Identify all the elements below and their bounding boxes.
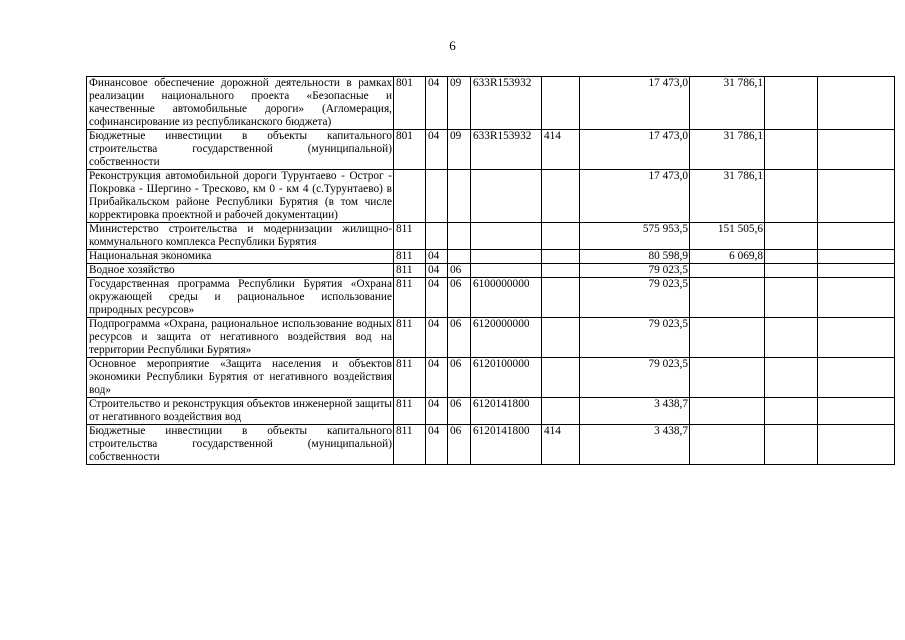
table-row [87,278,895,318]
expense-type-cell: 414 [542,425,580,465]
expense-type-cell: 414 [542,130,580,170]
empty-cell [765,130,818,170]
expense-type-cell [542,170,580,223]
section-code-cell: 04 [426,358,448,398]
expense-type-cell [542,318,580,358]
item-name-cell: Государственная программа Республики Бурятия «Охрана окружающей среды и рациональное использование природных ресурсов» [87,278,394,318]
expense-type-cell [542,278,580,318]
target-article-cell: 633R153932 [471,77,542,130]
item-name-cell: Подпрограмма «Охрана, рациональное использование водных ресурсов и защита от негативного воздействия вод на территории Республики Бурятия» [87,318,394,358]
section-code-cell [426,170,448,223]
empty-cell [765,318,818,358]
grbs-code-cell: 801 [394,77,426,130]
empty-cell [765,250,818,264]
item-name-cell: Министерство строительства и модернизации жилищно-коммунального комплекса Республики Бурятия [87,223,394,250]
amount-1-cell: 17 473,0 [580,170,690,223]
table-row [87,264,895,278]
section-code-cell: 04 [426,130,448,170]
target-article-cell [471,223,542,250]
amount-1-cell: 79 023,5 [580,264,690,278]
target-article-cell: 6100000000 [471,278,542,318]
table-row [87,398,895,425]
subsection-code-cell: 06 [448,278,471,318]
budget-table [86,76,895,465]
table-row [87,77,895,130]
empty-cell [765,77,818,130]
expense-type-cell [542,223,580,250]
empty-cell [818,358,895,398]
amount-2-cell [690,318,765,358]
empty-cell [818,278,895,318]
item-name-cell: Бюджетные инвестиции в объекты капитального строительства государственной (муниципальной) собственности [87,130,394,170]
section-code-cell [426,223,448,250]
grbs-code-cell: 811 [394,425,426,465]
table-row [87,425,895,465]
item-name-cell: Финансовое обеспечение дорожной деятельности в рамках реализации национального проекта «Безопасные и качественные автомобильные дороги» (Агломерация, софинансирование из республиканского бюджета) [87,77,394,130]
section-code-cell: 04 [426,425,448,465]
empty-cell [765,170,818,223]
table-row [87,358,895,398]
section-code-cell: 04 [426,264,448,278]
item-name-cell: Водное хозяйство [87,264,394,278]
empty-cell [765,223,818,250]
amount-2-cell: 31 786,1 [690,170,765,223]
page-number: 6 [449,38,456,53]
grbs-code-cell: 811 [394,223,426,250]
table-row [87,170,895,223]
grbs-code-cell: 811 [394,250,426,264]
amount-1-cell: 80 598,9 [580,250,690,264]
expense-type-cell [542,250,580,264]
subsection-code-cell [448,250,471,264]
empty-cell [818,77,895,130]
subsection-code-cell: 06 [448,264,471,278]
empty-cell [818,425,895,465]
subsection-code-cell [448,223,471,250]
target-article-cell: 6120000000 [471,318,542,358]
amount-2-cell [690,398,765,425]
amount-2-cell: 6 069,8 [690,250,765,264]
empty-cell [818,170,895,223]
expense-type-cell [542,264,580,278]
grbs-code-cell: 811 [394,318,426,358]
target-article-cell [471,264,542,278]
section-code-cell: 04 [426,318,448,358]
target-article-cell [471,250,542,264]
item-name-cell: Основное мероприятие «Защита населения и объектов экономики Республики Бурятия от негативного воздействия вод» [87,358,394,398]
amount-1-cell: 17 473,0 [580,130,690,170]
grbs-code-cell: 811 [394,358,426,398]
subsection-code-cell: 06 [448,318,471,358]
amount-2-cell [690,358,765,398]
amount-2-cell [690,278,765,318]
subsection-code-cell [448,170,471,223]
amount-2-cell [690,425,765,465]
empty-cell [818,318,895,358]
empty-cell [765,425,818,465]
subsection-code-cell: 06 [448,398,471,425]
grbs-code-cell: 811 [394,264,426,278]
amount-1-cell: 79 023,5 [580,278,690,318]
expense-type-cell [542,77,580,130]
target-article-cell: 6120141800 [471,398,542,425]
grbs-code-cell: 811 [394,278,426,318]
item-name-cell: Реконструкция автомобильной дороги Турунтаево - Острог - Покровка - Шергино - Тресково, км 0 - км 4 (с.Турунтаево) в Прибайкальском районе Республики Бурятия (в том числе корректировка проектной и рабочей документации) [87,170,394,223]
amount-1-cell: 3 438,7 [580,398,690,425]
table-row [87,318,895,358]
budget-table-body [87,77,895,465]
amount-2-cell [690,264,765,278]
empty-cell [765,398,818,425]
empty-cell [818,250,895,264]
target-article-cell [471,170,542,223]
expense-type-cell [542,358,580,398]
table-row [87,250,895,264]
empty-cell [818,223,895,250]
empty-cell [818,264,895,278]
empty-cell [765,264,818,278]
table-row [87,223,895,250]
amount-1-cell: 3 438,7 [580,425,690,465]
amount-1-cell: 575 953,5 [580,223,690,250]
item-name-cell: Строительство и реконструкция объектов инженерной защиты от негативного воздействия вод [87,398,394,425]
amount-1-cell: 79 023,5 [580,358,690,398]
section-code-cell: 04 [426,398,448,425]
subsection-code-cell: 09 [448,130,471,170]
section-code-cell: 04 [426,250,448,264]
section-code-cell: 04 [426,77,448,130]
amount-2-cell: 31 786,1 [690,130,765,170]
amount-1-cell: 79 023,5 [580,318,690,358]
table-row [87,130,895,170]
target-article-cell: 6120100000 [471,358,542,398]
grbs-code-cell [394,170,426,223]
amount-2-cell: 151 505,6 [690,223,765,250]
subsection-code-cell: 06 [448,425,471,465]
empty-cell [818,398,895,425]
item-name-cell: Бюджетные инвестиции в объекты капитального строительства государственной (муниципальной) собственности [87,425,394,465]
amount-1-cell: 17 473,0 [580,77,690,130]
empty-cell [765,358,818,398]
grbs-code-cell: 801 [394,130,426,170]
empty-cell [818,130,895,170]
subsection-code-cell: 09 [448,77,471,130]
empty-cell [765,278,818,318]
grbs-code-cell: 811 [394,398,426,425]
expense-type-cell [542,398,580,425]
target-article-cell: 6120141800 [471,425,542,465]
subsection-code-cell: 06 [448,358,471,398]
target-article-cell: 633R153932 [471,130,542,170]
item-name-cell: Национальная экономика [87,250,394,264]
amount-2-cell: 31 786,1 [690,77,765,130]
section-code-cell: 04 [426,278,448,318]
